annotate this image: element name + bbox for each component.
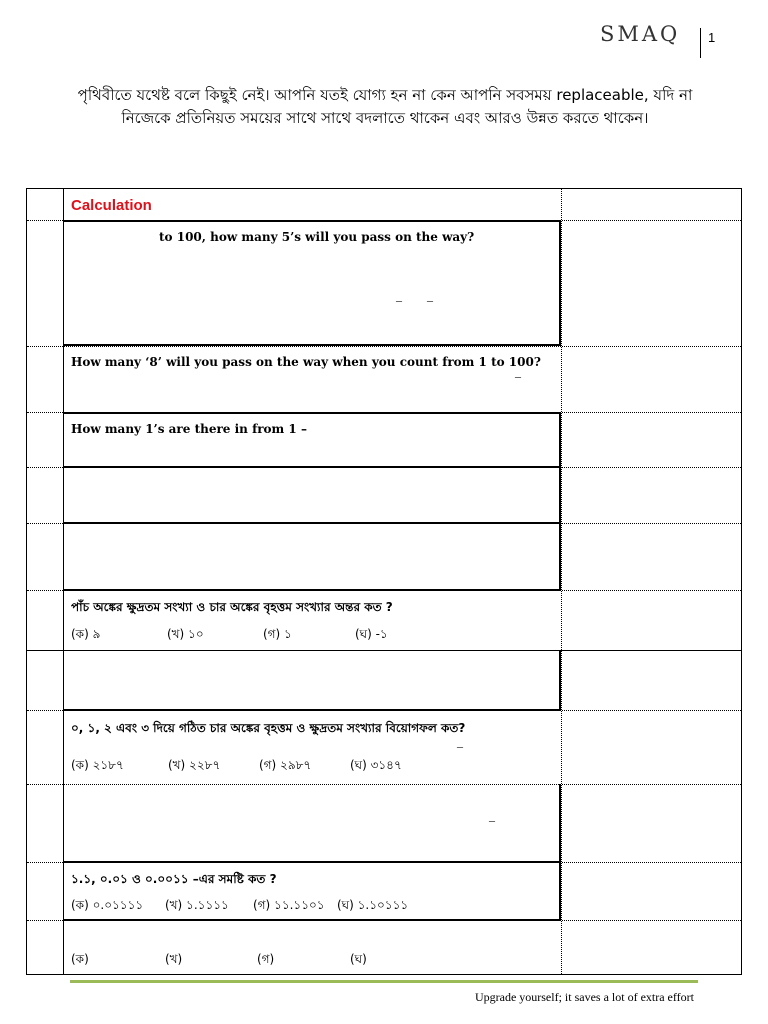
row-divider — [27, 412, 741, 413]
option-d: (ঘ) -১ — [355, 627, 388, 641]
option-c: (গ) — [257, 952, 275, 966]
question-1-dash-a: – — [396, 293, 402, 307]
question-box-6 — [63, 862, 561, 921]
option-d: (ঘ) ১.১০১১১ — [337, 898, 409, 912]
row-divider — [27, 346, 741, 347]
option-b: (খ) ১০ — [167, 627, 204, 641]
option-b: (খ) ২২৮৭ — [168, 758, 221, 772]
calculation-table — [26, 188, 742, 975]
question-6-text: ১.১, ০.০১ ও ০.০০১১ –এর সমষ্টি কত ? — [71, 872, 277, 886]
motivational-quote — [60, 84, 710, 130]
row-divider — [27, 710, 741, 711]
question-1-text: to 100, how many 5’s will you pass on the way? — [159, 230, 475, 244]
question-5b-dash: – — [489, 813, 495, 827]
question-2-text: How many ‘8’ will you pass on the way when you count from 1 to 100? — [71, 355, 541, 369]
header-divider — [700, 28, 701, 58]
footer-tagline: Upgrade yourself; it saves a lot of extra effort — [474, 990, 694, 1004]
empty-box-1 — [63, 467, 561, 524]
quote-line-1: পৃথিবীতে যথেষ্ট বলে কিছুই নেই। আপনি যতই যোগ্য হন না কেন আপনি সবসময় replaceable, যদি না — [77, 86, 693, 104]
question-5-text: ০, ১, ২ এবং ৩ দিয়ে গঠিত চার অঙ্কের বৃহত্তম ও ক্ষুদ্রতম সংখ্যার বিয়োগফল কত? — [71, 721, 466, 735]
question-4-text: পাঁচ অঙ্কের ক্ষুদ্রতম সংখ্যা ও চার অঙ্কের বৃহত্তম সংখ্যার অন্তর কত ? — [71, 600, 393, 614]
question-3-text: How many 1’s are there in from 1 – — [71, 422, 307, 436]
option-b: (খ) ১.১১১১ — [165, 898, 229, 912]
row-divider — [27, 590, 741, 591]
option-d: (ঘ) — [350, 952, 367, 966]
empty-box-2 — [63, 523, 561, 591]
option-c: (গ) ২৯৮৭ — [259, 758, 312, 772]
column-divider-right — [561, 189, 562, 974]
option-a: (ক) ০.০১১১১ — [71, 898, 144, 912]
option-a: (ক) — [71, 952, 89, 966]
section-title: Calculation — [71, 197, 152, 214]
question-box-3 — [63, 412, 561, 468]
question-2-dash: – — [515, 369, 521, 383]
option-a: (ক) ২১৮৭ — [71, 758, 124, 772]
logo: SMAQ — [600, 22, 681, 46]
row-divider — [27, 920, 741, 921]
page-number: 1 — [708, 30, 716, 45]
quote-line-2: নিজেকে প্রতিনিয়ত সময়ের সাথে সাথে বদলাতে থাকেন এবং আরও উন্নত করতে থাকেন। — [121, 109, 649, 127]
footer-divider — [70, 980, 698, 983]
question-1-dash-b: – — [427, 293, 433, 307]
empty-box-3 — [63, 650, 561, 711]
option-b: (খ) — [165, 952, 183, 966]
option-a: (ক) ৯ — [71, 627, 101, 641]
option-c: (গ) ১ — [263, 627, 292, 641]
empty-box-4 — [63, 784, 561, 863]
option-c: (গ) ১১.১১০১ — [253, 898, 325, 912]
option-d: (ঘ) ৩১৪৭ — [350, 758, 402, 772]
question-5-dash: – — [457, 739, 463, 753]
